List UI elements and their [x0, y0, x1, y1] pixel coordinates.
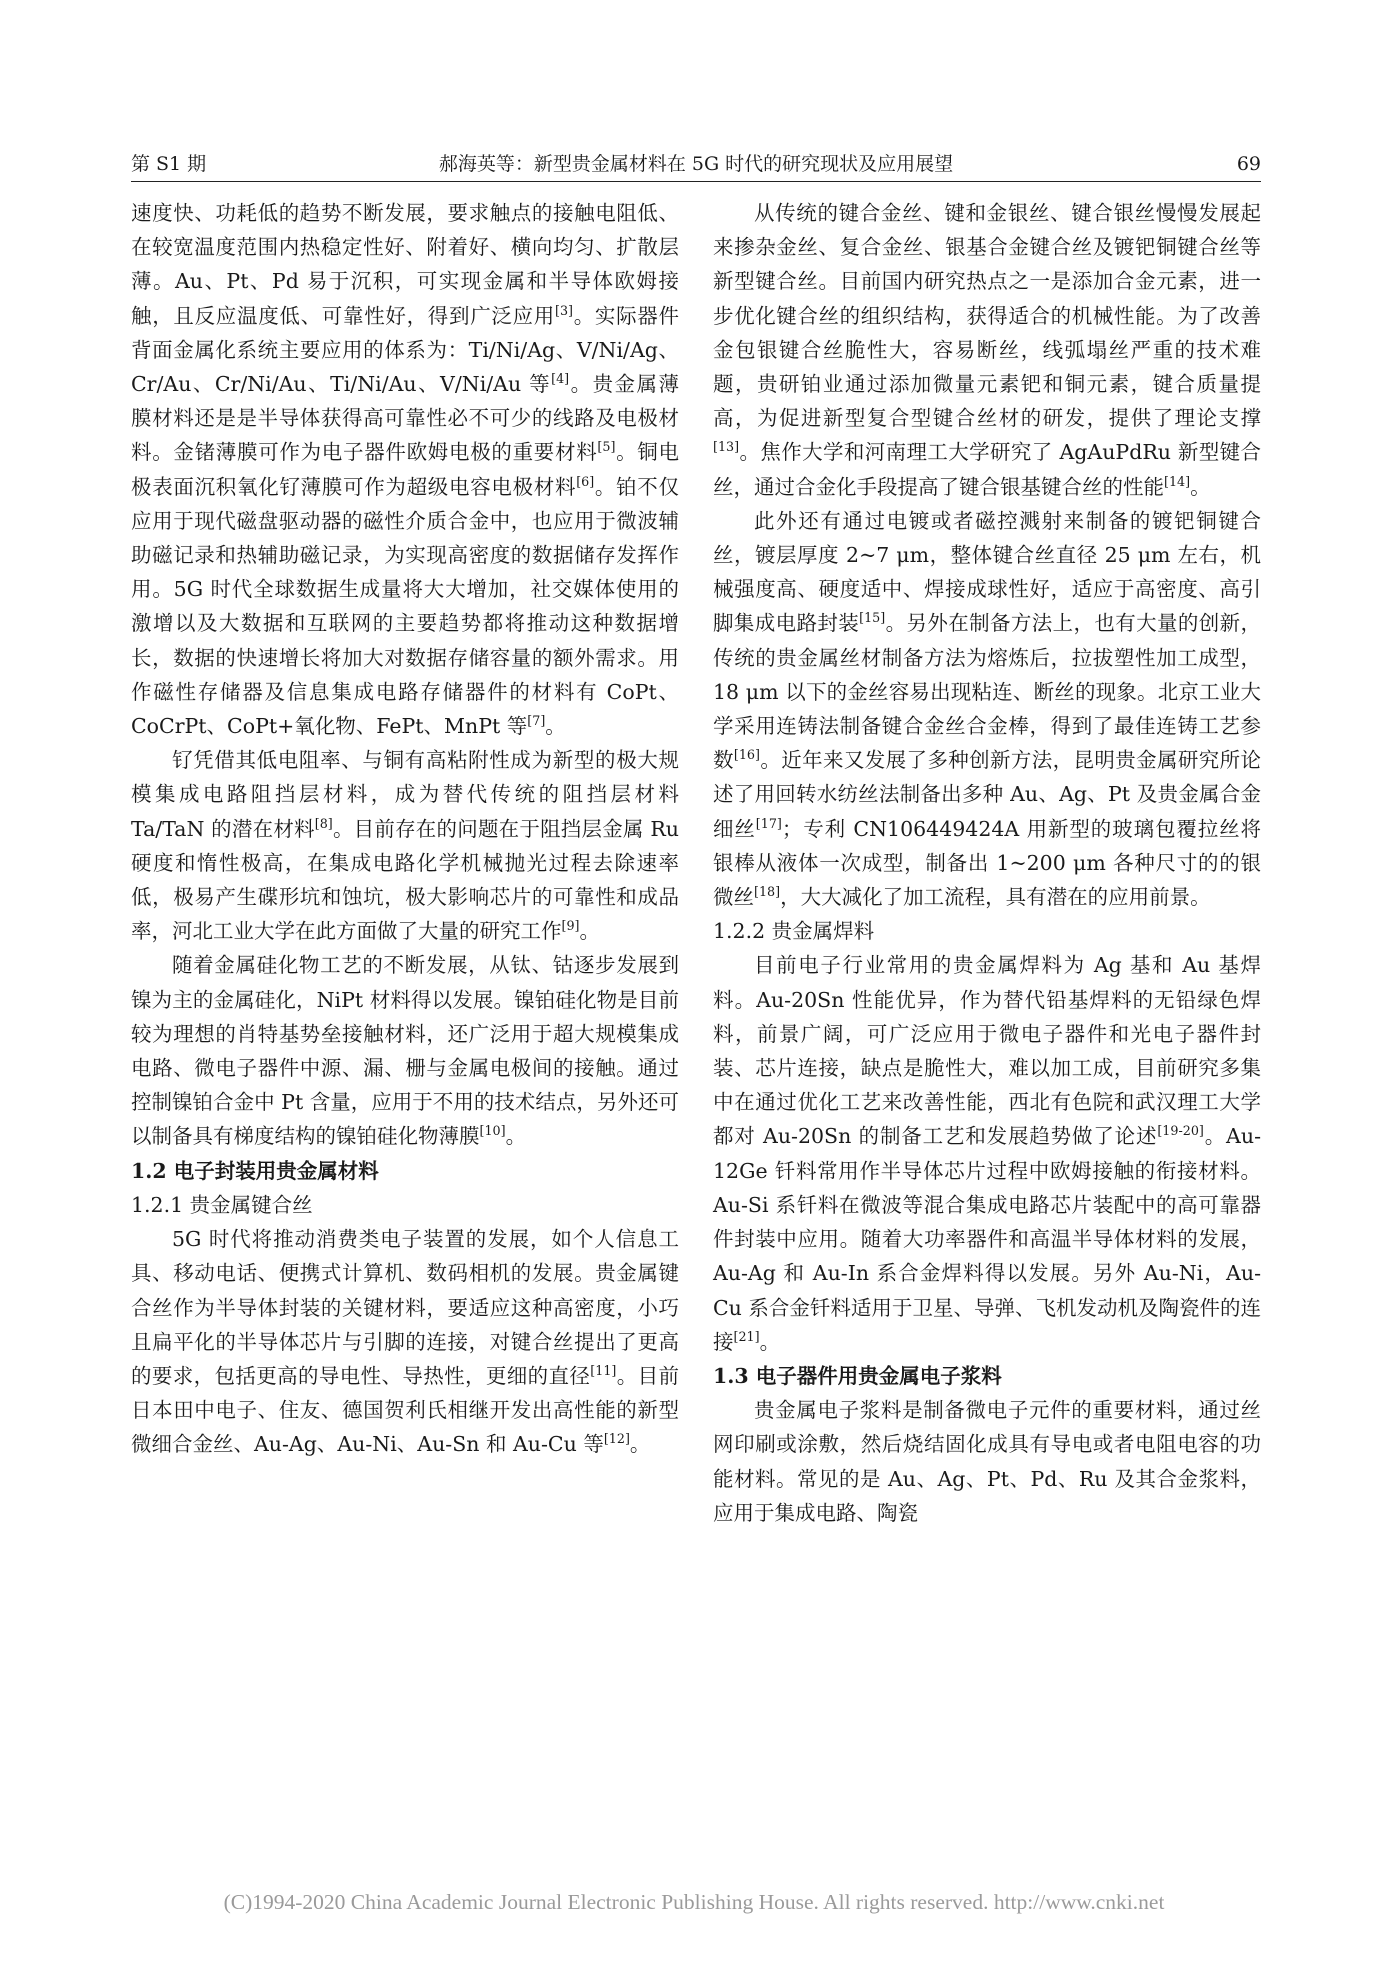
paragraph: 从传统的键合金丝、键和金银丝、键合银丝慢慢发展起来掺杂金丝、复合金丝、银基合金键合丝及镀钯铜键合丝等新型键合丝。目前国内研究热点之一是添加合金元素，进一步优化键合丝的组织结构，获得适合的机械性能。为了改善金包银键合丝脆性大，容易断丝，线弧塌丝严重的技术难题，贵研铂业通过添加微量元素钯和铜元素，键合质量提高，为促进新型复合型键合丝材的研发，提供了理论支撑[13]。焦作大学和河南理工大学研究了 AgAuPdRu 新型键合丝，通过合金化手段提高了键合银基键合丝的性能[14]。	[713, 201, 1261, 499]
citation[interactable]: [5]	[597, 439, 616, 455]
running-title: 郝海英等：新型贵金属材料在 5G 时代的研究现状及应用展望	[438, 153, 954, 175]
section-heading: 1.3 电子器件用贵金属电子浆料	[713, 1363, 1002, 1388]
citation[interactable]: [19-20]	[1157, 1123, 1204, 1139]
subsection-heading: 1.2.2 贵金属焊料	[713, 919, 875, 944]
copyright-footer: (C)1994-2020 China Academic Journal Electronic Publishing House. All rights reserved. http://www.cnki.net	[223, 1890, 1165, 1914]
paragraph: 此外还有通过电镀或者磁控溅射来制备的镀钯铜键合丝，镀层厚度 2~7 μm，整体键合丝直径 25 μm 左右，机械强度高、硬度适中、焊接成球性好，适应于高密度、高引脚集成电路封装[15]。另外在制备方法上，也有大量的创新，传统的贵金属丝材制备方法为熔炼后，拉拔塑性加工成型，18 μm 以下的金丝容易出现粘连、断丝的现象。北京工业大学采用连铸法制备键合金丝合金棒，得到了最佳连铸工艺参数[16]。近年来又发展了多种创新方法，昆明贵金属研究所论述了用回转水纺丝法制备出多种 Au、Ag、Pt 及贵金属合金细丝[17]；专利 CN106449424A 用新型的玻璃包覆拉丝将银棒从液体一次成型，制备出 1~200 μm 各种尺寸的的银微丝[18]，大大减化了加工流程，具有潜在的应用前景。	[713, 508, 1262, 910]
citation[interactable]: [11]	[590, 1363, 617, 1379]
subsection-heading: 1.2.1 贵金属键合丝	[131, 1192, 313, 1217]
right-column	[713, 196, 1261, 1530]
citation[interactable]: [12]	[603, 1431, 630, 1447]
citation[interactable]: [9]	[561, 918, 580, 934]
page-number: 69	[1236, 153, 1261, 175]
citation[interactable]: [3]	[555, 302, 573, 318]
paragraph: 随着金属硅化物工艺的不断发展，从钛、钴逐步发展到镍为主的金属硅化，NiPt 材料得以发展。镍铂硅化物是目前较为理想的肖特基势垒接触材料，还广泛用于超大规模集成电路、微电子器件中源、漏、栅与金属电极间的接触。通过控制镍铂合金中 Pt 含量，应用于不用的技术结点，另外还可以制备具有梯度结构的镍铂硅化物薄膜[10]。	[131, 953, 679, 1149]
section-heading: 1.2 电子封装用贵金属材料	[131, 1158, 379, 1183]
citation[interactable]: [10]	[479, 1123, 506, 1139]
citation[interactable]: [17]	[755, 815, 782, 831]
citation[interactable]: [7]	[527, 713, 546, 729]
citation[interactable]: [8]	[314, 815, 333, 831]
paragraph: 贵金属电子浆料是制备微电子元件的重要材料，通过丝网印刷或涂敷，然后烧结固化成具有导电或者电阻电容的功能材料。常见的是 Au、Ag、Pt、Pd、Ru 及其合金浆料，应用于集成电路、陶瓷	[713, 1398, 1261, 1525]
citation[interactable]: [4]	[551, 371, 570, 387]
paragraph: 速度快、功耗低的趋势不断发展，要求触点的接触电阻低、在较宽温度范围内热稳定性好、附着好、横向均匀、扩散层薄。Au、Pt、Pd 易于沉积，可实现金属和半导体欧姆接触，且反应温度低、可靠性好，得到广泛应用[3]。实际器件背面金属化系统主要应用的体系为：Ti/Ni/Ag、V/Ni/Ag、Cr/Au、Cr/Ni/Au、Ti/Ni/Au、V/Ni/Au 等[4]。贵金属薄膜材料还是是半导体获得高可靠性必不可少的线路及电极材料。金锗薄膜可作为电子器件欧姆电极的重要材料[5]。铜电极表面沉积氧化钌薄膜可作为超级电容电极材料[6]。铂不仅应用于现代磁盘驱动器的磁性介质合金中，也应用于微波辅助磁记录和热辅助磁记录，为实现高密度的数据储存发挥作用。5G 时代全球数据生成量将大大增加，社交媒体使用的激增以及大数据和互联网的主要趋势都将推动这种数据增长，数据的快速增长将加大对数据存储容量的额外需求。用作磁性存储器及信息集成电路存储器件的材料有 CoPt、CoCrPt、CoPt+氧化物、FePt、MnPt 等[7]。	[131, 201, 680, 739]
citation[interactable]: [14]	[1164, 473, 1191, 489]
citation[interactable]: [13]	[713, 439, 740, 455]
paragraph: 目前电子行业常用的贵金属焊料为 Ag 基和 Au 基焊料。Au-20Sn 性能优异，作为替代铅基焊料的无铅绿色焊料，前景广阔，可广泛应用于微电子器件和光电子器件封装、芯片连接，缺点是脆性大，难以加工成，目前研究多集中在通过优化工艺来改善性能，西北有色院和武汉理工大学都对 Au-20Sn 的制备工艺和发展趋势做了论述[19-20]。Au-12Ge 钎料常用作半导体芯片过程中欧姆接触的衔接材料。Au-Si 系钎料在微波等混合集成电路芯片装配中的高可靠器件封装中应用。随着大功率器件和高温半导体材料的发展，Au-Ag 和 Au-In 系合金焊料得以发展。另外 Au-Ni，Au-Cu 系合金钎料适用于卫星、导弹、飞机发动机及陶瓷件的连接[21]。	[713, 953, 1261, 1354]
citation[interactable]: [21]	[733, 1328, 760, 1344]
running-header	[131, 150, 1261, 180]
citation[interactable]: [18]	[754, 884, 781, 900]
citation[interactable]: [16]	[733, 747, 760, 763]
paragraph: 5G 时代将推动消费类电子装置的发展，如个人信息工具、移动电话、便携式计算机、数码相机的发展。贵金属键合丝作为半导体封装的关键材料，要适应这种高密度，小巧且扁平化的半导体芯片与引脚的连接，对键合丝提出了更高的要求，包括更高的导电性、导热性，更细的直径[11]。目前日本田中电子、住友、德国贺利氏相继开发出高性能的新型微细合金丝、Au-Ag、Au-Ni、Au-Sn 和 Au-Cu 等[12]。	[131, 1227, 680, 1457]
citation[interactable]: [15]	[859, 610, 886, 626]
citation[interactable]: [6]	[576, 473, 595, 489]
paragraph: 钌凭借其低电阻率、与铜有高粘附性成为新型的极大规模集成电路阻挡层材料，成为替代传统的阻挡层材料 Ta/TaN 的潜在材料[8]。目前存在的问题在于阻挡层金属 Ru 硬度和惰性极高，在集成电路化学机械抛光过程去除速率低，极易产生碟形坑和蚀坑，极大影响芯片的可靠性和成品率，河北工业大学在此方面做了大量的研究工作[9]。	[131, 748, 680, 944]
header-rule	[131, 181, 1261, 182]
issue-label: 第 S1 期	[131, 153, 207, 175]
left-column	[131, 196, 679, 1462]
